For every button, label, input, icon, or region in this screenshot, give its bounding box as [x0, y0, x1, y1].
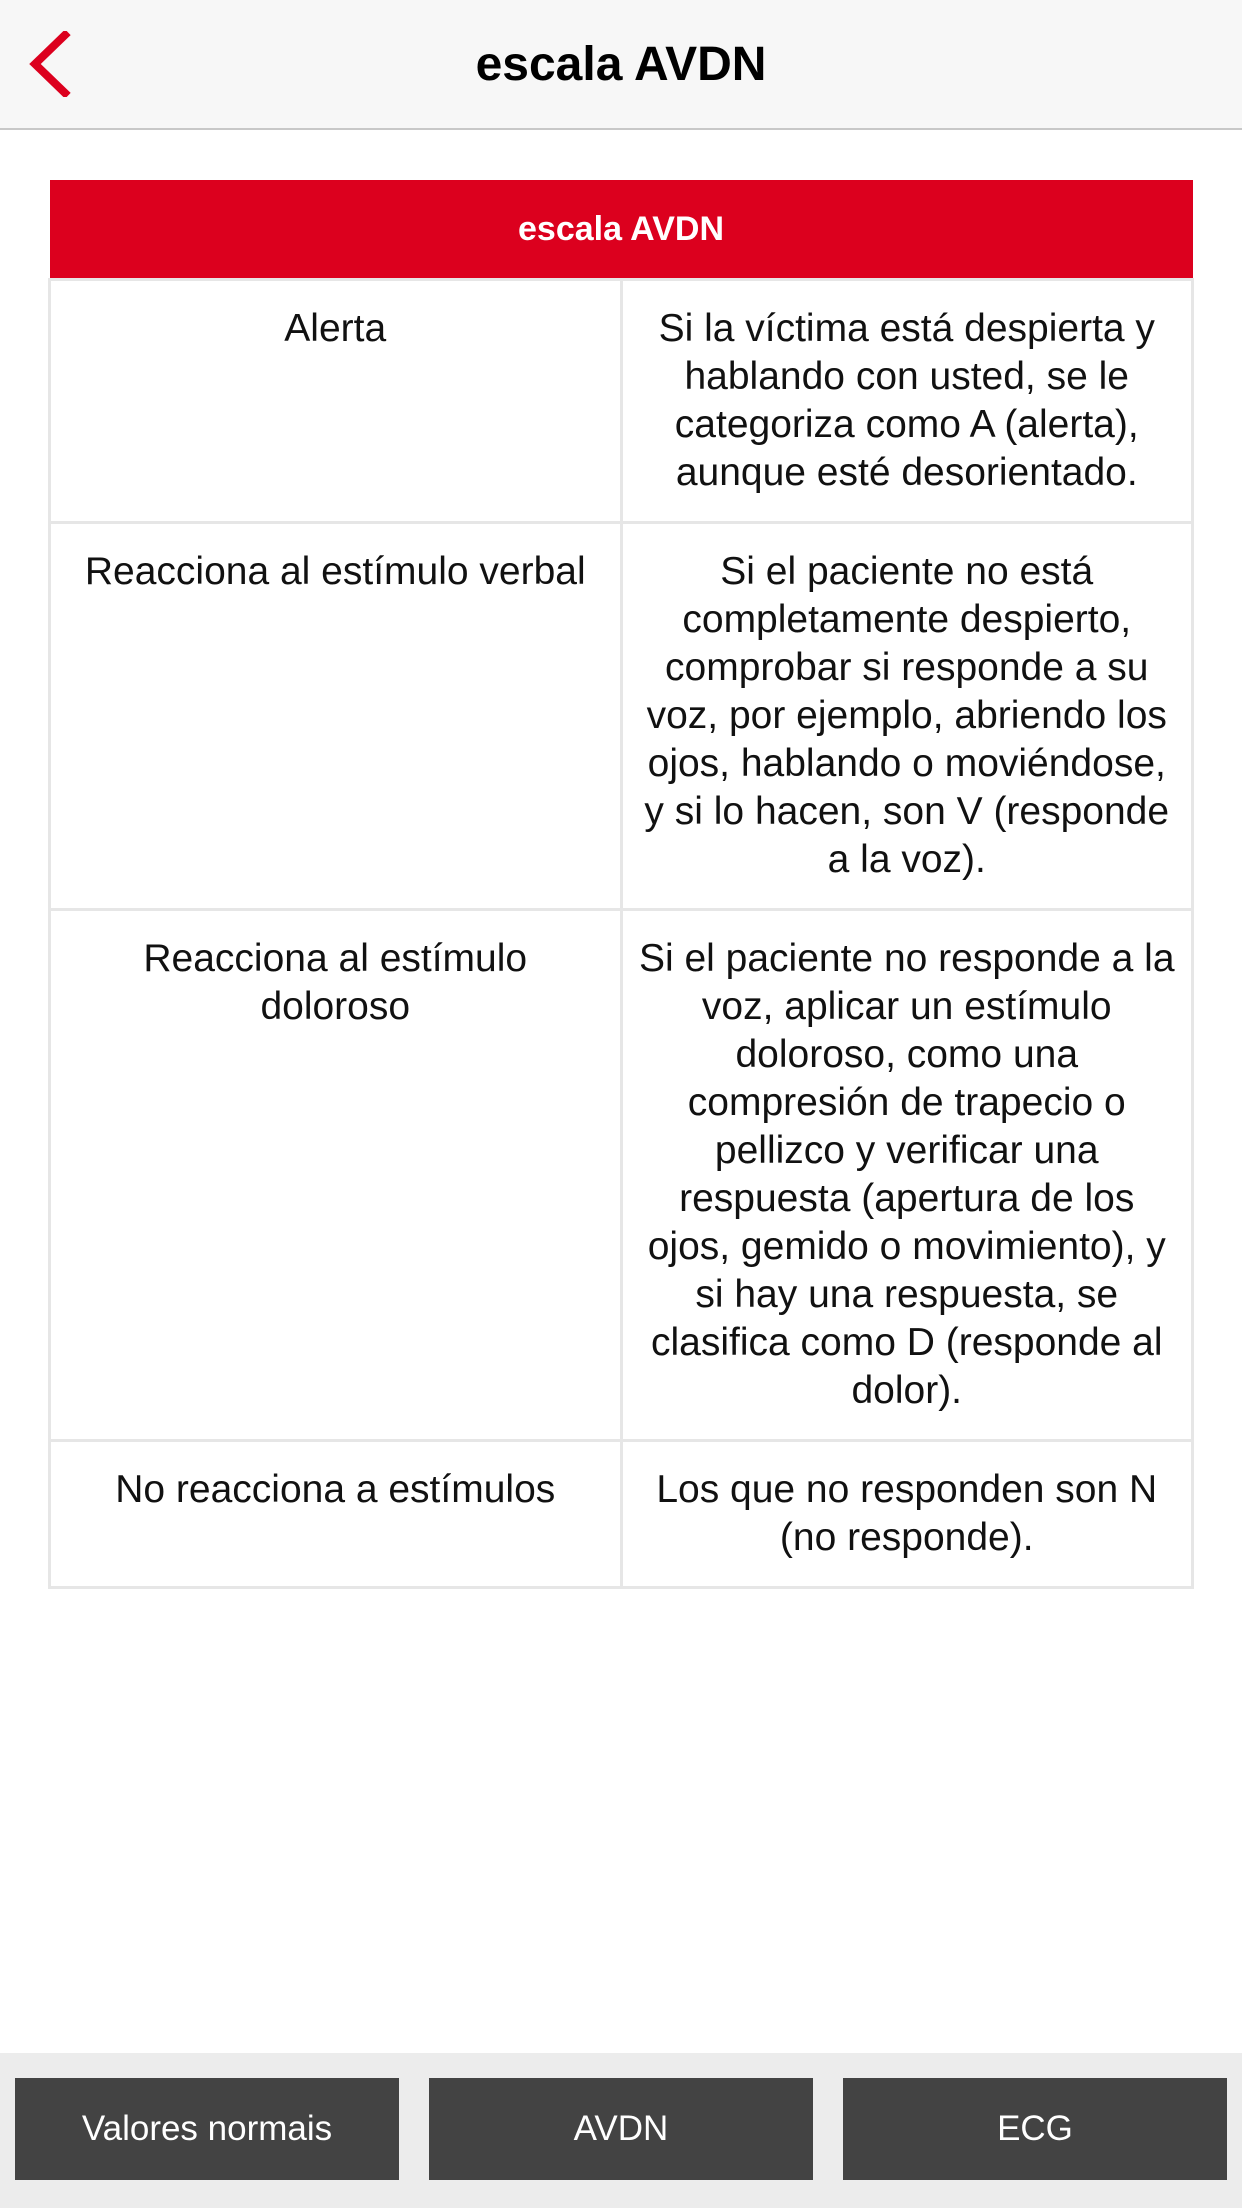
tab-avdn[interactable]: AVDN	[429, 2078, 813, 2180]
level-cell: Alerta	[50, 280, 622, 523]
tab-ecg[interactable]: ECG	[843, 2078, 1227, 2180]
bottom-tab-bar	[0, 2053, 1242, 2208]
level-cell: Reacciona al estímulo verbal	[50, 523, 622, 910]
table-heading: escala AVDN	[50, 180, 1193, 280]
avdn-table-container	[48, 180, 1194, 1589]
back-button[interactable]	[14, 28, 84, 104]
description-cell: Si la víctima está despierta y hablando con usted, se le categoriza como A (alerta), aunque esté desorientado.	[621, 280, 1193, 523]
page-title: escala AVDN	[475, 38, 767, 91]
avdn-table	[48, 180, 1194, 1589]
table-row	[50, 1441, 1193, 1588]
chevron-left-icon	[27, 31, 71, 102]
navigation-bar	[0, 0, 1242, 130]
table-row	[50, 523, 1193, 910]
description-cell: Si el paciente no responde a la voz, aplicar un estímulo doloroso, como una compresión de trapecio o pellizco y verificar una respuesta (apertura de los ojos, gemido o movimiento), y si hay una respuesta, se clasifica como D (responde al dolor).	[621, 910, 1193, 1441]
tab-valores-normais[interactable]: Valores normais	[15, 2078, 399, 2180]
level-cell: No reacciona a estímulos	[50, 1441, 622, 1588]
description-cell: Si el paciente no está completamente despierto, comprobar si responde a su voz, por ejemplo, abriendo los ojos, hablando o moviéndose, y si lo hacen, son V (responde a la voz).	[621, 523, 1193, 910]
table-header-row	[50, 180, 1193, 280]
table-row	[50, 910, 1193, 1441]
description-cell: Los que no responden son N (no responde).	[621, 1441, 1193, 1588]
table-row	[50, 280, 1193, 523]
level-cell: Reacciona al estímulo doloroso	[50, 910, 622, 1441]
